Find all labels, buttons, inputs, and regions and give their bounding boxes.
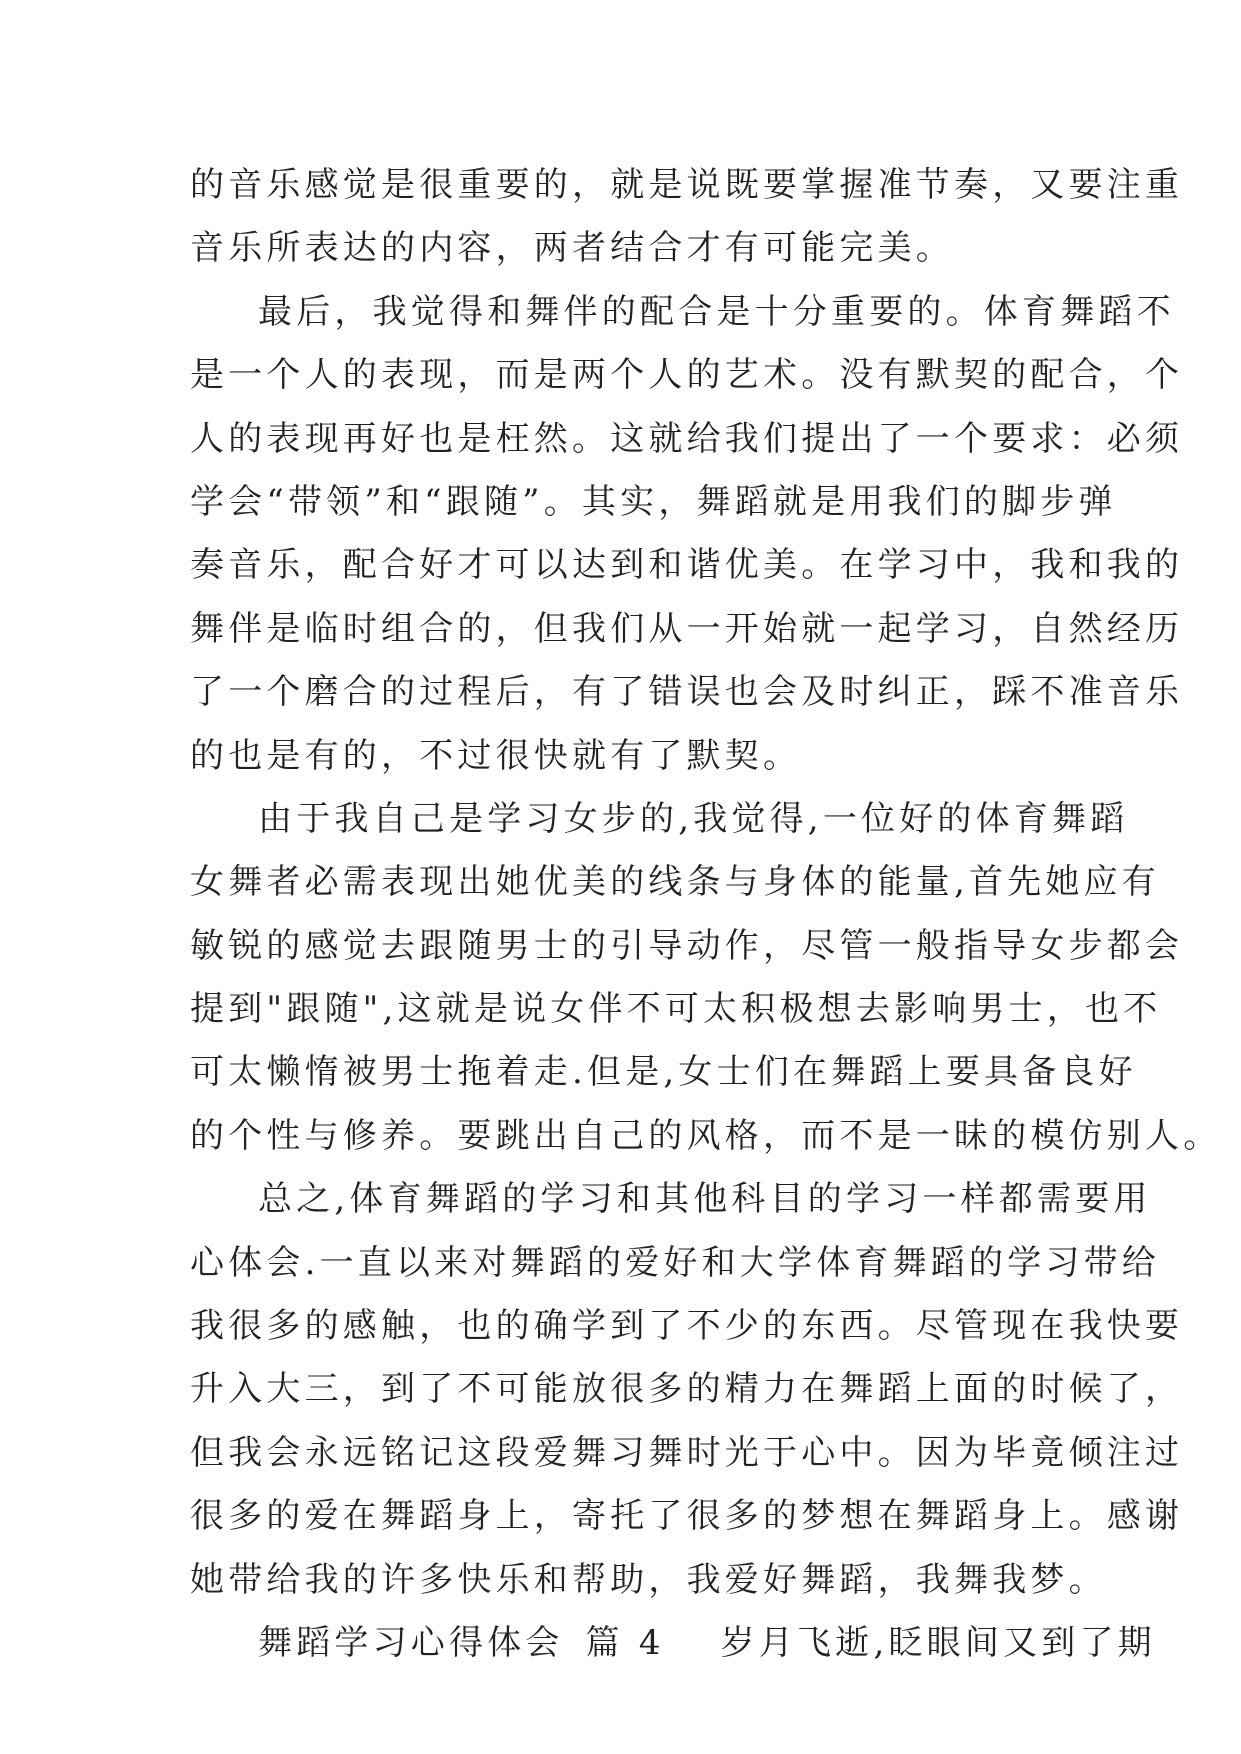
paragraph-4-line-2: 心体会.一直以来对舞蹈的爱好和大学体育舞蹈的学习带给 [190,1242,1161,1283]
section-title: 舞蹈学习心得体会 [258,1622,564,1663]
paragraph-2-line-4: 学会“带领”和“跟随”。其实，舞蹈就是用我们的脚步弹 [190,481,1117,522]
paragraph-4-line-4: 升入大三，到了不可能放很多的精力在舞蹈上面的时候了， [190,1369,1184,1410]
section-number: 篇 4 [585,1622,665,1663]
paragraph-3-line-3: 敏锐的感觉去跟随男士的引导动作，尽管一般指导女步都会 [190,925,1184,966]
paragraph-2-line-3: 人的表现再好也是枉然。这就给我们提出了一个要求：必须 [190,418,1184,459]
paragraph-2-line-6: 舞伴是临时组合的，但我们从一开始就一起学习，自然经历 [190,608,1184,649]
paragraph-4-line-5: 但我会永远铭记这段爱舞习舞时光于心中。因为毕竟倾注过 [190,1432,1184,1473]
paragraph-1-line-1: 的音乐感觉是很重要的，就是说既要掌握准节奏，又要注重 [190,165,1184,205]
paragraph-2-line-1: 最后，我觉得和舞伴的配合是十分重要的。体育舞蹈不 [258,291,1175,332]
paragraph-2-line-5: 奏音乐，配合好才可以达到和谐优美。在学习中，我和我的 [190,545,1184,586]
document-body [190,154,1222,1675]
section-continuation-text: 岁月飞逝,眨眼间又到了期 [720,1622,1156,1663]
paragraph-2-line-2: 是一个人的表现，而是两个人的艺术。没有默契的配合，个 [190,355,1184,396]
paragraph-4-line-3: 我很多的感触，也的确学到了不少的东西。尽管现在我快要 [190,1306,1184,1347]
paragraph-3-line-6: 的个性与修养。要跳出自己的风格，而不是一昧的模仿别人。 [190,1115,1222,1156]
paragraph-4-line-7: 她带给我的许多快乐和帮助，我爱好舞蹈，我舞我梦。 [190,1559,1107,1600]
paragraph-3-line-2: 女舞者必需表现出她优美的线条与身体的能量,首先她应有 [190,862,1161,903]
paragraph-3-line-1: 由于我自己是学习女步的,我觉得,一位好的体育舞蹈 [258,798,1129,839]
paragraph-3-line-4: 提到"跟随",这就是说女伴不可太积极想去影响男士，也不 [190,989,1162,1030]
section-heading-line [190,1612,1156,1675]
paragraph-2-line-7: 了一个磨合的过程后，有了错误也会及时纠正，踩不准音乐 [190,672,1184,713]
paragraph-2-line-8: 的也是有的，不过很快就有了默契。 [190,735,802,776]
paragraph-4-line-6: 很多的爱在舞蹈身上，寄托了很多的梦想在舞蹈身上。感谢 [190,1496,1184,1537]
paragraph-3-line-5: 可太懒惰被男士拖着走.但是,女士们在舞蹈上要具备良好 [190,1052,1137,1093]
paragraph-4-line-1: 总之,体育舞蹈的学习和其他科目的学习一样都需要用 [258,1179,1152,1220]
paragraph-1-line-2: 音乐所表达的内容，两者结合才有可能完美。 [190,228,954,269]
